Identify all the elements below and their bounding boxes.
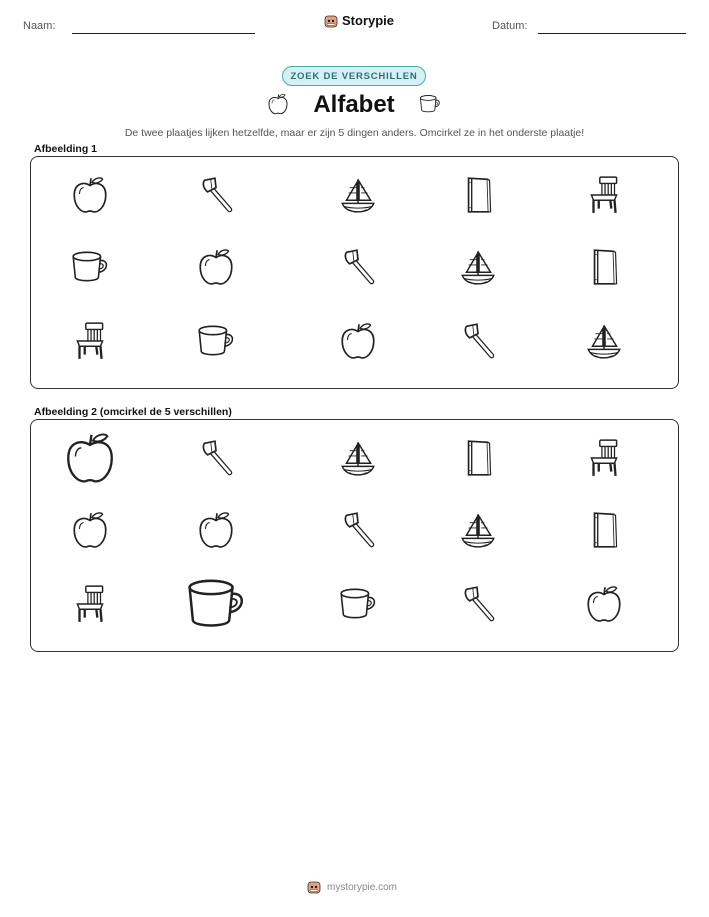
section-2-label: Afbeelding 2 (omcirkel de 5 verschillen) (34, 406, 232, 418)
boat-icon[interactable] (337, 437, 379, 479)
chair-icon[interactable] (69, 583, 111, 625)
worksheet-type-badge: ZOEK DE VERSCHILLEN (282, 66, 426, 86)
cup-icon[interactable] (183, 571, 249, 637)
book-icon[interactable] (583, 509, 625, 551)
footer-url: mystorypie.com (327, 881, 398, 893)
apple-icon[interactable] (61, 429, 119, 487)
storypie-mascot-icon (324, 14, 338, 28)
date-label: Datum: (492, 20, 528, 32)
footer (307, 880, 397, 894)
apple-icon (195, 246, 237, 288)
boat-icon[interactable] (457, 509, 499, 551)
boat-icon (457, 246, 499, 288)
book-icon (457, 174, 499, 216)
book-icon[interactable] (457, 437, 499, 479)
apple-icon[interactable] (583, 583, 625, 625)
picture-1-panel (30, 156, 679, 389)
axe-icon (195, 174, 237, 216)
apple-icon (69, 174, 111, 216)
book-icon (583, 246, 625, 288)
brand-name: Storypie (342, 13, 395, 28)
date-line[interactable] (538, 33, 686, 34)
cup-icon[interactable] (337, 583, 379, 625)
axe-icon[interactable] (195, 437, 237, 479)
axe-icon (457, 320, 499, 362)
chair-icon[interactable] (583, 437, 625, 479)
boat-icon (337, 174, 379, 216)
page-title: Alfabet (313, 91, 395, 118)
apple-icon[interactable] (69, 509, 111, 551)
cup-icon (416, 92, 444, 116)
instructions: De twee plaatjes lijken hetzelfde, maar er zijn 5 dingen anders. Omcirkel ze in het onderste plaatje! (124, 127, 585, 139)
cup-icon (195, 320, 237, 362)
picture-2-panel[interactable] (30, 419, 679, 652)
apple-icon[interactable] (195, 509, 237, 551)
axe-icon[interactable] (337, 509, 379, 551)
section-1-label: Afbeelding 1 (34, 143, 98, 155)
brand-logo (324, 13, 394, 28)
apple-icon (266, 92, 290, 116)
storypie-mascot-icon (307, 880, 321, 894)
cup-icon (69, 246, 111, 288)
name-label: Naam: (23, 20, 56, 32)
chair-icon (69, 320, 111, 362)
apple-icon (337, 320, 379, 362)
chair-icon (583, 174, 625, 216)
axe-icon (337, 246, 379, 288)
boat-icon (583, 320, 625, 362)
name-line[interactable] (72, 33, 255, 34)
axe-icon[interactable] (457, 583, 499, 625)
